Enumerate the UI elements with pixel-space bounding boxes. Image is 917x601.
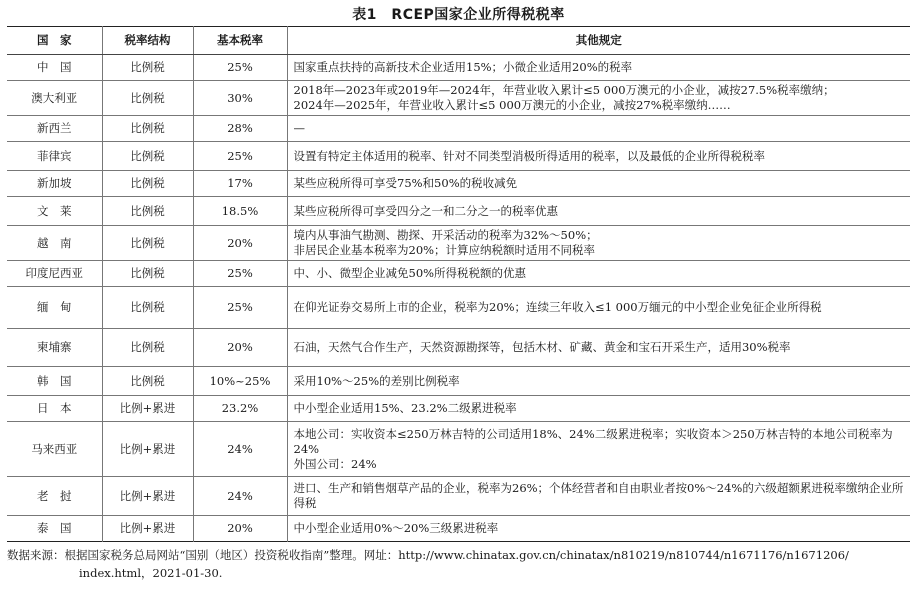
table-row (7, 116, 910, 142)
other-rules-cell (287, 81, 910, 116)
rule-line: 2018年—2023年或2019年—2024年，年营业收入累计≤5 000万澳元的小企业，减按27.5%税率缴纳； (293, 83, 835, 97)
rate-cell: 10%~25% (193, 367, 287, 396)
rule-line: 进口、生产和销售烟草产品的企业，税率为26%；个体经营者和自由职业者按0%～24%的六级超额累进税率缴纳企业所得税 (293, 481, 904, 510)
other-rules-cell (287, 329, 910, 367)
other-rules-cell (287, 477, 910, 516)
structure-cell: 比例税 (102, 287, 193, 329)
rule-line: — (293, 121, 305, 135)
rule-line: 中小型企业适用15%、23.2%二级累进税率 (293, 401, 517, 415)
table-row (7, 81, 910, 116)
rule-line: 设置有特定主体适用的税率、针对不同类型消极所得适用的税率，以及最低的企业所得税税率 (293, 148, 765, 163)
structure-cell: 比例+累进 (102, 422, 193, 477)
rate-cell: 25% (193, 261, 287, 287)
rate-cell: 20% (193, 516, 287, 542)
country-cell: 越 南 (7, 226, 102, 261)
country-cell: 老 挝 (7, 477, 102, 516)
structure-cell: 比例税 (102, 261, 193, 287)
country-cell: 印度尼西亚 (7, 261, 102, 287)
other-rules-cell (287, 197, 910, 226)
rule-line: 中小型企业适用0%～20%三级累进税率 (293, 521, 499, 535)
table-row (7, 367, 910, 396)
other-rules-cell (287, 287, 910, 329)
structure-cell: 比例税 (102, 367, 193, 396)
rule-line: 在仰光证券交易所上市的企业，税率为20%；连续三年收入≤1 000万缅元的中小型企业免征企业所得税 (293, 300, 822, 314)
country-cell: 日 本 (7, 396, 102, 422)
table-row (7, 226, 910, 261)
table-row (7, 422, 910, 477)
rate-cell: 18.5% (193, 197, 287, 226)
table-body (7, 55, 910, 542)
rate-cell: 20% (193, 329, 287, 367)
other-rules-cell (287, 422, 910, 477)
rule-line: 本地公司：实收资本≤250万林吉特的公司适用18%、24%二级累进税率；实收资本＞250万林吉特的本地公司税率为24% (293, 426, 893, 456)
other-rules-cell (287, 171, 910, 197)
structure-cell: 比例税 (102, 55, 193, 81)
table-row (7, 329, 910, 367)
other-rules-cell (287, 367, 910, 396)
table-row (7, 516, 910, 542)
rule-line: 某些应税所得可享受四分之一和二分之一的税率优惠 (293, 203, 558, 218)
rule-line: 非居民企业基本税率为20%；计算应纳税额时适用不同税率 (293, 243, 596, 257)
rule-line: 国家重点扶持的高新技术企业适用15%；小微企业适用20%的税率 (293, 60, 633, 74)
country-cell: 泰 国 (7, 516, 102, 542)
other-rules-cell (287, 516, 910, 542)
data-source-note (7, 546, 910, 582)
rate-cell: 20% (193, 226, 287, 261)
rule-line: 石油，天然气合作生产，天然资源勘探等，包括木材、矿藏、黄金和宝石开采生产，适用30%税率 (293, 340, 791, 354)
table-row (7, 142, 910, 171)
country-cell: 文 莱 (7, 197, 102, 226)
other-rules-cell (287, 226, 910, 261)
table-row (7, 477, 910, 516)
country-cell: 缅 甸 (7, 287, 102, 329)
country-cell: 韩 国 (7, 367, 102, 396)
table-row (7, 261, 910, 287)
table-row (7, 55, 910, 81)
country-cell: 中 国 (7, 55, 102, 81)
rate-cell: 25% (193, 287, 287, 329)
header-country: 国 家 (7, 27, 102, 55)
rule-line: 2024年—2025年，年营业收入累计≤5 000万澳元的小企业，减按27%税率缴纳…… (293, 98, 731, 112)
table-caption: 表1 RCEP国家企业所得税税率 (352, 7, 565, 23)
structure-cell: 比例税 (102, 329, 193, 367)
table-row (7, 197, 910, 226)
source-line-2: index.html，2021-01-30. (79, 566, 223, 580)
header-other: 其他规定 (287, 27, 910, 55)
country-cell: 柬埔寨 (7, 329, 102, 367)
table-row (7, 287, 910, 329)
rule-line: 境内从事油气勘测、勘探、开采活动的税率为32%～50%； (293, 228, 598, 242)
rate-cell: 17% (193, 171, 287, 197)
structure-cell: 比例+累进 (102, 516, 193, 542)
rate-cell: 28% (193, 116, 287, 142)
country-cell: 新西兰 (7, 116, 102, 142)
rule-line: 中、小、微型企业减免50%所得税税额的优惠 (293, 266, 527, 280)
other-rules-cell (287, 55, 910, 81)
header-rate: 基本税率 (193, 27, 287, 55)
structure-cell: 比例税 (102, 116, 193, 142)
rate-cell: 23.2% (193, 396, 287, 422)
other-rules-cell (287, 116, 910, 142)
table-row (7, 171, 910, 197)
rate-cell: 25% (193, 55, 287, 81)
other-rules-cell (287, 261, 910, 287)
structure-cell: 比例税 (102, 142, 193, 171)
structure-cell: 比例税 (102, 226, 193, 261)
rate-cell: 24% (193, 477, 287, 516)
table-header-row (7, 27, 910, 55)
other-rules-cell (287, 142, 910, 171)
header-structure: 税率结构 (102, 27, 193, 55)
structure-cell: 比例+累进 (102, 396, 193, 422)
rule-line: 某些应税所得可享受75%和50%的税收减免 (293, 176, 518, 190)
structure-cell: 比例税 (102, 197, 193, 226)
rate-cell: 25% (193, 142, 287, 171)
table-row (7, 396, 910, 422)
structure-cell: 比例+累进 (102, 477, 193, 516)
tax-rate-table (7, 26, 910, 542)
rate-cell: 30% (193, 81, 287, 116)
structure-cell: 比例税 (102, 81, 193, 116)
rule-line: 外国公司：24% (293, 456, 377, 471)
rate-cell: 24% (193, 422, 287, 477)
rule-line: 采用10%～25%的差别比例税率 (293, 373, 460, 388)
country-cell: 澳大利亚 (7, 81, 102, 116)
source-line-1: 数据来源：根据国家税务总局网站“国别（地区）投资税收指南”整理。网址：http://www.chinatax.gov.cn/chinatax/n810219/n810744/n1671176/n1671206/ (7, 548, 849, 562)
country-cell: 新加坡 (7, 171, 102, 197)
structure-cell: 比例税 (102, 171, 193, 197)
country-cell: 菲律宾 (7, 142, 102, 171)
other-rules-cell (287, 396, 910, 422)
country-cell: 马来西亚 (7, 422, 102, 477)
